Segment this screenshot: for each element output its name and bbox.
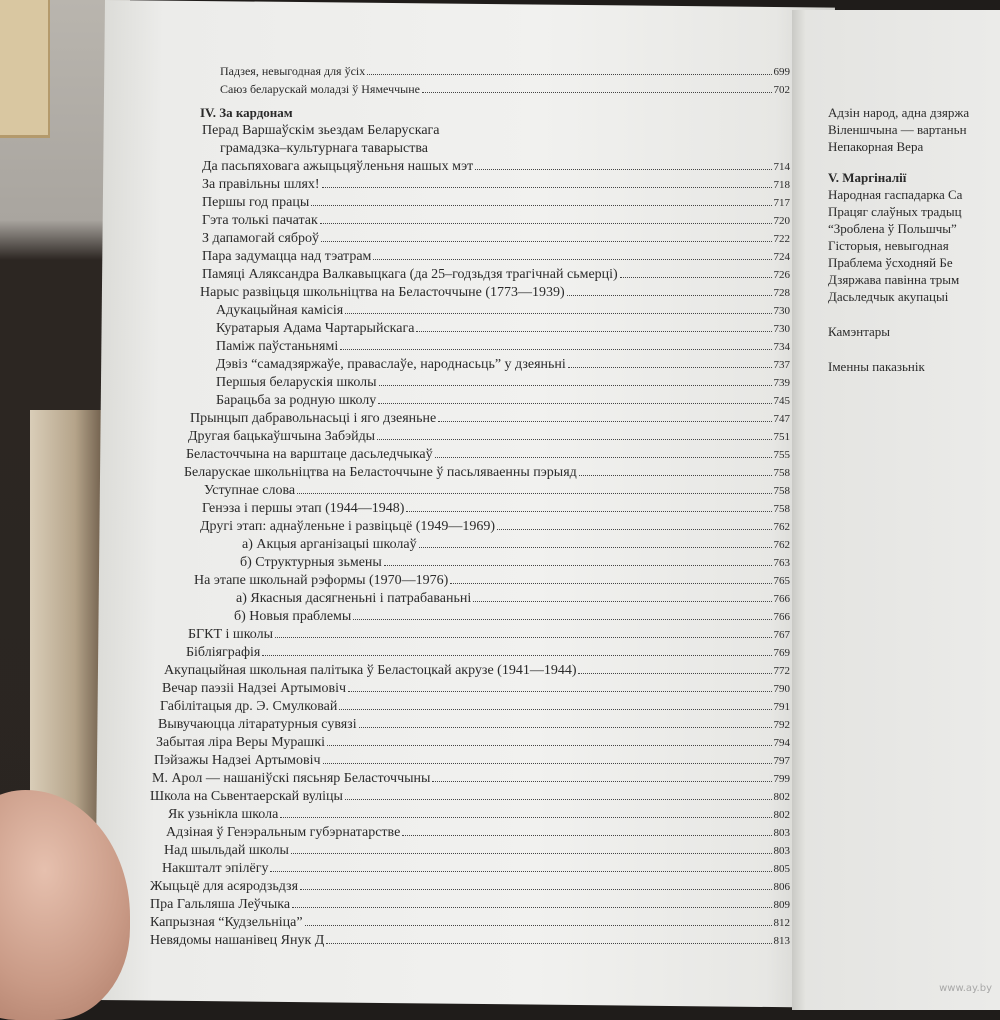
toc-entry-page: 720 [773,215,790,227]
toc-entry: Адзін народ, адна дзяржа [828,105,970,120]
toc-entry-page: 802 [773,791,790,803]
toc-entry: Дасьледчык акупацыі [828,289,949,304]
toc-entry-title: Паміж паўстаньнямі [216,339,339,354]
toc-entry-page: 803 [773,845,790,857]
toc-entry-title: На этапе школьнай рэформы (1970—1976) [194,573,449,588]
dot-leader [419,536,772,548]
toc-entry-page: 794 [773,737,790,749]
toc-entry-page: 772 [773,665,790,677]
toc-entry-page: 803 [773,827,790,839]
toc-entry-page: 699 [773,66,790,78]
toc-entry-title: Першы год працы [202,195,310,210]
toc-entry [150,464,790,482]
toc-entry-page: 745 [773,395,790,407]
toc-entry-page: 728 [773,287,790,299]
dot-leader [384,554,772,566]
toc-entry-title: а) Акцыя арганізацыі школаў [242,537,417,552]
toc-entry-title: Невядомы нашанівец Янук Д [150,933,325,948]
toc-entry-title: БГКТ і школы [188,627,273,642]
toc-entry [150,374,790,392]
background-card [0,0,50,138]
toc-entry: Камэнтары [828,324,891,339]
dot-leader [339,698,771,710]
toc-entry-title: Жыцьцё для асяродзьдзя [150,879,299,894]
dot-leader [297,482,771,494]
dot-leader [291,842,772,854]
toc-entry-title: Дэвіз “самадзяржаўе, праваслаўе, народнасьць” у дзеяньні [216,357,566,372]
toc-entry [150,158,790,176]
toc-entry [150,428,790,446]
toc-entry [150,284,790,302]
dot-leader [367,63,771,75]
dot-leader [497,518,771,530]
toc-entry-title: Акупацыйная школьная палітыка ў Беластоцкай акрузе (1941—1944) [164,663,577,678]
dot-leader [345,788,772,800]
dot-leader [422,81,772,93]
toc-entry-page: 792 [773,719,790,731]
toc-entry [150,230,790,248]
toc-entry [150,806,790,824]
toc-entry-page: 751 [773,431,790,443]
toc-entry-page: 812 [773,917,790,929]
toc-entry-title: З дапамогай сяброў [202,231,319,246]
toc-entry-title: Адукацыйная камісія [216,303,344,318]
dot-leader [475,158,771,170]
toc-entry-title: Забытая ліра Веры Мурашкі [156,735,326,750]
toc-entry-page: 724 [773,251,790,263]
dot-leader [377,428,771,440]
dot-leader [262,644,771,656]
dot-leader [275,626,772,638]
toc-entry-title: Пра Гальляша Леўчыка [150,897,291,912]
toc-entry-title: Прынцып дабравольнасьці і яго дзеяньне [190,411,437,426]
dot-leader [280,806,771,818]
toc-entry [150,932,790,950]
toc-entry: Дзяржава павінна трым [828,272,960,287]
toc-entry-title: Барацьба за родную школу [216,393,377,408]
toc-entry-title: б) Структурныя зьмены [240,555,382,570]
dot-leader [416,320,771,332]
dot-leader [579,464,772,476]
toc-entry [150,212,790,230]
toc-entry-page: 730 [773,305,790,317]
toc-entry [150,896,790,914]
dot-leader [567,284,772,296]
toc-entry-title: Да пасьпяховага ажыцьцяўленьня нашых мэт [202,159,474,174]
dot-leader [359,716,772,728]
toc-entry: Народная гаспадарка Са [828,187,963,202]
toc-entry-title: а) Якасныя дасягненьні і патрабаваньні [236,591,472,606]
toc-entry-title: Падзея, невыгодная для ўсіх [220,64,366,78]
toc-entry-title: Беларускае школьніцтва на Беласточчыне ў пасьляваенны пэрыяд [184,465,577,480]
toc-entry-page: 726 [773,269,790,281]
toc-entry [150,626,790,644]
toc-entry-page: 767 [773,629,790,641]
toc-entry-page: 702 [773,84,790,96]
background-book-cover [30,410,105,850]
toc-entry-page: 797 [773,755,790,767]
dot-leader [323,752,772,764]
toc-entry-page: 758 [773,485,790,497]
toc-entry: Гісторыя, невыгодная [828,238,949,253]
toc-entry-title: Над шыльдай школы [164,843,289,858]
toc-entry [150,248,790,266]
toc-entry-page: 758 [773,503,790,515]
dot-leader [311,194,771,206]
dot-leader [292,896,771,908]
toc-entry-title: Адзіная ў Генэральным губэрнатарстве [166,825,401,840]
toc-entry-page: 762 [773,539,790,551]
toc-entry [150,662,790,680]
toc-entry-title: Другая бацькаўшчына Забэйды [188,429,376,444]
toc-entry [150,266,790,284]
toc-entry-page: 737 [773,359,790,371]
toc-entry-title: грамадзка–культурнага таварыства [220,141,429,156]
toc-entry-title: Другі этап: аднаўленьне і развіцьцё (1949—1969) [200,519,496,534]
toc-entry [150,644,790,662]
dot-leader [378,392,771,404]
toc-entry-page: 739 [773,377,790,389]
toc-entry-page: 799 [773,773,790,785]
toc-entry [150,860,790,878]
dot-leader [326,932,771,944]
dot-leader [340,338,771,350]
dot-leader [270,860,771,872]
dot-leader [473,590,771,602]
toc-entry [150,356,790,374]
toc-entry [150,590,790,608]
toc-entry-page: 765 [773,575,790,587]
toc-entry-title: Перад Варшаўскім зьездам Беларускага [202,123,440,138]
dot-leader [353,608,771,620]
toc-entry-title: Школа на Сьвентаерскай вуліцы [150,789,343,804]
toc-entry: V. Маргіналії [828,170,907,185]
toc-entry-page: 758 [773,467,790,479]
toc-entry: Працяг слаўных традыц [828,204,962,219]
toc-entry [150,482,790,500]
toc-entry-title: б) Новыя праблемы [234,609,352,624]
toc-entry-page: 717 [773,197,790,209]
dot-leader [300,878,771,890]
dot-leader [320,212,772,224]
toc-entry-title: Беласточчына на варштаце дасьледчыкаў [186,447,433,462]
toc-entry-title: За правільны шлях! [202,177,320,192]
toc-entry-title: Першыя беларускія школы [216,375,377,390]
toc-entry-page: 766 [773,611,790,623]
toc-entry-page: 734 [773,341,790,353]
dot-leader [373,248,771,260]
toc-entry [150,446,790,464]
dot-leader [438,410,771,422]
section-heading: IV. За кардонам [200,105,293,120]
toc-entry [150,194,790,212]
toc-entry-page: 755 [773,449,790,461]
toc-entry [150,770,790,788]
toc-entry-page: 813 [773,935,790,947]
dot-leader [435,446,772,458]
toc-entry-title: Пэйзажы Надзеі Артымовіч [154,753,321,768]
table-of-contents-left [150,62,790,950]
toc-entry [150,302,790,320]
toc-entry [150,410,790,428]
toc-entry [150,392,790,410]
toc-entry [150,140,790,158]
toc-entry [150,518,790,536]
toc-entry [150,176,790,194]
dot-leader [406,500,771,512]
dot-leader [450,572,771,584]
dot-leader [345,302,771,314]
dot-leader [322,176,772,188]
toc-entry-title: Габілітацыя др. Э. Смулковай [160,699,338,714]
toc-entry-title: Нарыс развіцьця школьніцтва на Беласточчыне (1773—1939) [200,285,565,300]
toc-entry-title: Гэта толькі пачатак [202,213,318,228]
dot-leader [348,680,771,692]
toc-entry-page: 718 [773,179,790,191]
dot-leader [578,662,771,674]
toc-entry [150,716,790,734]
toc-entry-title: Бібліяграфія [186,645,261,660]
toc-entry-title: Вечар паэзіі Надзеі Артымовіч [162,681,347,696]
dot-leader [432,770,771,782]
toc-entry-title: Генэза і першы этап (1944—1948) [202,501,405,516]
toc-entry [150,680,790,698]
toc-entry [150,608,790,626]
toc-entry [150,788,790,806]
toc-entry-title: Куратарыя Адама Чартарыйскага [216,321,415,336]
toc-entry-title: Памяці Аляксандра Валкавыцкага (да 25–годзьдзя трагічнай сьмерці) [202,267,618,282]
toc-entry [150,320,790,338]
toc-entry: Віленшчына — вартаньн [828,122,967,137]
toc-entry [150,62,790,80]
toc-entry-page: 791 [773,701,790,713]
toc-entry-page: 766 [773,593,790,605]
toc-entry-title: Саюз беларускай моладзі ў Нямеччыне [220,82,420,96]
dot-leader [620,266,772,278]
toc-entry-page: 806 [773,881,790,893]
toc-entry: “Зроблена ў Польшчы” [828,221,957,236]
toc-entry-page: 809 [773,899,790,911]
toc-entry-page: 714 [773,161,790,173]
toc-entry-page: 762 [773,521,790,533]
toc-entry-title: Вывучаюцца літаратурныя сувязі [158,717,357,732]
toc-entry-page: 790 [773,683,790,695]
toc-entry [150,500,790,518]
toc-entry-page: 722 [773,233,790,245]
toc-entry [150,554,790,572]
toc-entry-title: Пара задумацца над тэатрам [202,249,372,264]
dot-leader [568,356,772,368]
toc-entry-title: М. Арол — нашанiўскі пясьняр Беласточчыны [152,771,431,786]
toc-entry-title: Накшталт эпілёгу [162,861,269,876]
toc-entry-title: Капрызная “Кудзельніца” [150,915,303,930]
toc-entry-page: 747 [773,413,790,425]
toc-entry-page: 730 [773,323,790,335]
dot-leader [379,374,772,386]
toc-entry-page: 763 [773,557,790,569]
toc-entry: Іменны паказьнік [828,359,925,374]
dot-leader [327,734,771,746]
toc-entry [150,572,790,590]
toc-entry [150,536,790,554]
toc-entry: Непакорная Вера [828,139,924,154]
dot-leader [305,914,772,926]
toc-entry [150,734,790,752]
toc-entry [150,878,790,896]
toc-entry [150,80,790,98]
toc-entry [150,824,790,842]
toc-entry [150,338,790,356]
toc-entry [150,914,790,932]
toc-entry-page: 802 [773,809,790,821]
table-of-contents-right [828,104,1000,375]
toc-entry: Праблема ўсходняй Бе [828,255,953,270]
dot-leader [402,824,771,836]
toc-entry-title: Уступнае слова [204,483,296,498]
toc-entry [150,698,790,716]
toc-entry-title: Як узьнікла школа [168,807,279,822]
watermark: www.ay.by [939,983,992,994]
toc-entry [150,752,790,770]
dot-leader [321,230,772,242]
toc-entry-page: 805 [773,863,790,875]
toc-entry [150,842,790,860]
toc-entry-page: 769 [773,647,790,659]
